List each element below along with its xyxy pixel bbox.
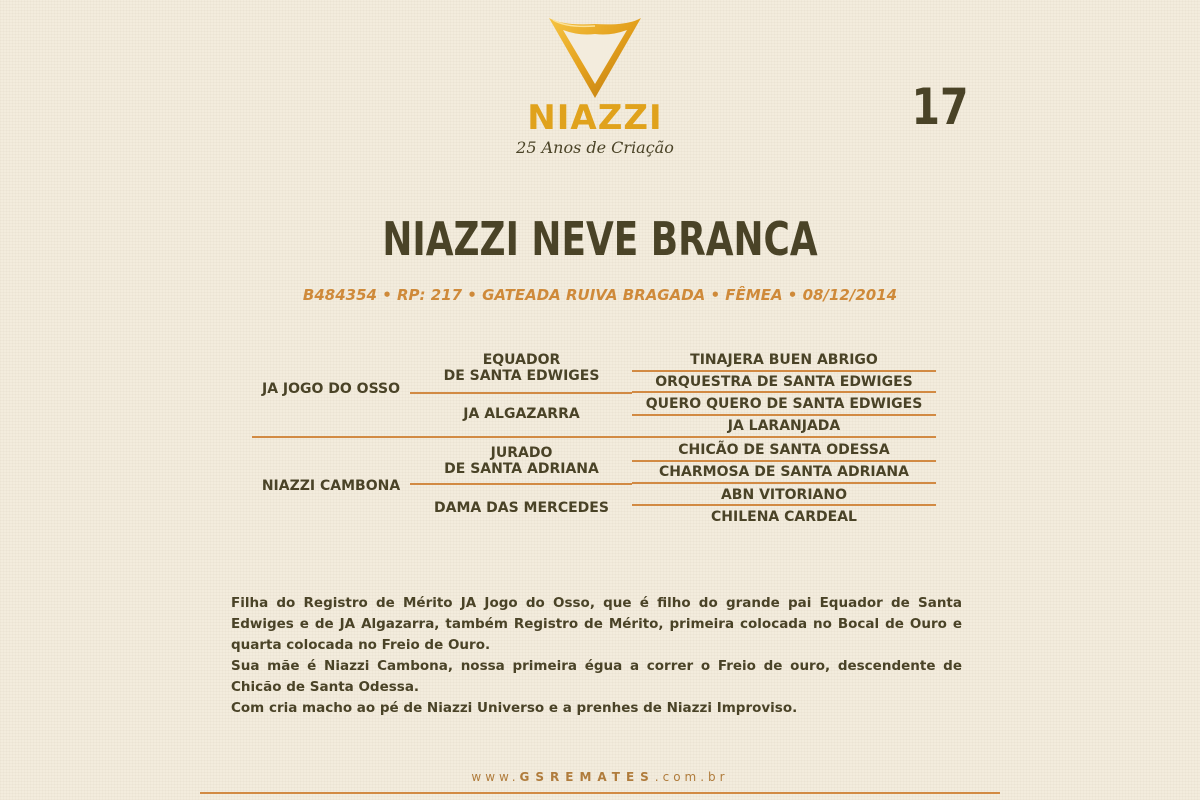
animal-name: NIAZZI NEVE BRANCA xyxy=(382,212,818,266)
pedigree-sire-sire-line1: EQUADOR xyxy=(482,352,561,368)
lot-number: 17 xyxy=(911,78,969,136)
description-paragraph: Com cria macho ao pé de Niazzi Universo e a prenhes de Niazzi Improviso. xyxy=(231,700,798,716)
pedigree-dam-dam: DAMA DAS MERCEDES xyxy=(434,500,609,516)
pedigree-line xyxy=(410,392,632,394)
pedigree-line xyxy=(632,391,936,393)
pedigree-sire-sire-line2: DE SANTA EDWIGES xyxy=(443,368,600,384)
brand-name: NIAZZI xyxy=(527,98,663,138)
pedigree-dds: ABN VITORIANO xyxy=(720,487,848,503)
pedigree-dam-sire-line1: JURADO xyxy=(490,445,553,461)
pedigree-line xyxy=(632,370,936,372)
pedigree-dsd: CHARMOSA DE SANTA ADRIANA xyxy=(659,464,909,480)
footer-website[interactable] xyxy=(0,770,1200,784)
niazzi-logo xyxy=(505,12,685,157)
pedigree-sire-sire xyxy=(420,352,623,384)
brand-tagline: 25 Anos de Criação xyxy=(516,138,674,157)
pedigree-line xyxy=(410,483,632,485)
pedigree-line xyxy=(632,482,936,484)
footer-prefix: www. xyxy=(471,770,520,784)
footer-divider xyxy=(200,792,1000,794)
description xyxy=(231,593,962,719)
pedigree-sss: TINAJERA BUEN ABRIGO xyxy=(690,352,878,368)
pedigree-ddd: CHILENA CARDEAL xyxy=(711,509,857,525)
pedigree-line xyxy=(632,460,936,462)
pedigree-line xyxy=(632,504,936,506)
footer-suffix: .com.br xyxy=(654,770,729,784)
pedigree-dam: NIAZZI CAMBONA xyxy=(261,478,401,494)
pedigree-ssd: ORQUESTRA DE SANTA EDWIGES xyxy=(655,374,913,390)
pedigree-sdd: JA LARANJADA xyxy=(727,418,841,434)
pedigree-dss: CHICÃO DE SANTA ODESSA xyxy=(678,442,890,458)
triangle-logo-icon xyxy=(545,12,645,100)
pedigree-dam-sire-line2: DE SANTA ADRIANA xyxy=(444,461,599,477)
footer-site: GSREMATES xyxy=(519,770,655,784)
pedigree-line xyxy=(632,414,936,416)
pedigree-sds: QUERO QUERO DE SANTA EDWIGES xyxy=(645,396,923,412)
pedigree-sire-dam: JA ALGAZARRA xyxy=(463,406,580,422)
animal-details: B484354 • RP: 217 • GATEADA RUIVA BRAGADA • FÊMEA • 08/12/2014 xyxy=(302,286,898,304)
description-paragraph: Filha do Registro de Mérito JA Jogo do Osso, que é filho do grande pai Equador de Santa Edwiges e de JA Algazarra, também Registro de Mérito, primeira colocada no Bocal de Ouro e quarta colocada no Freio de Ouro. xyxy=(231,595,962,653)
pedigree-sire: JA JOGO DO OSSO xyxy=(261,381,401,397)
pedigree-dam-sire xyxy=(420,445,623,477)
pedigree-line xyxy=(252,436,936,438)
description-paragraph: Sua mãe é Niazzi Cambona, nossa primeira égua a correr o Freio de ouro, descendente de Chicão de Santa Odessa. xyxy=(231,658,962,695)
